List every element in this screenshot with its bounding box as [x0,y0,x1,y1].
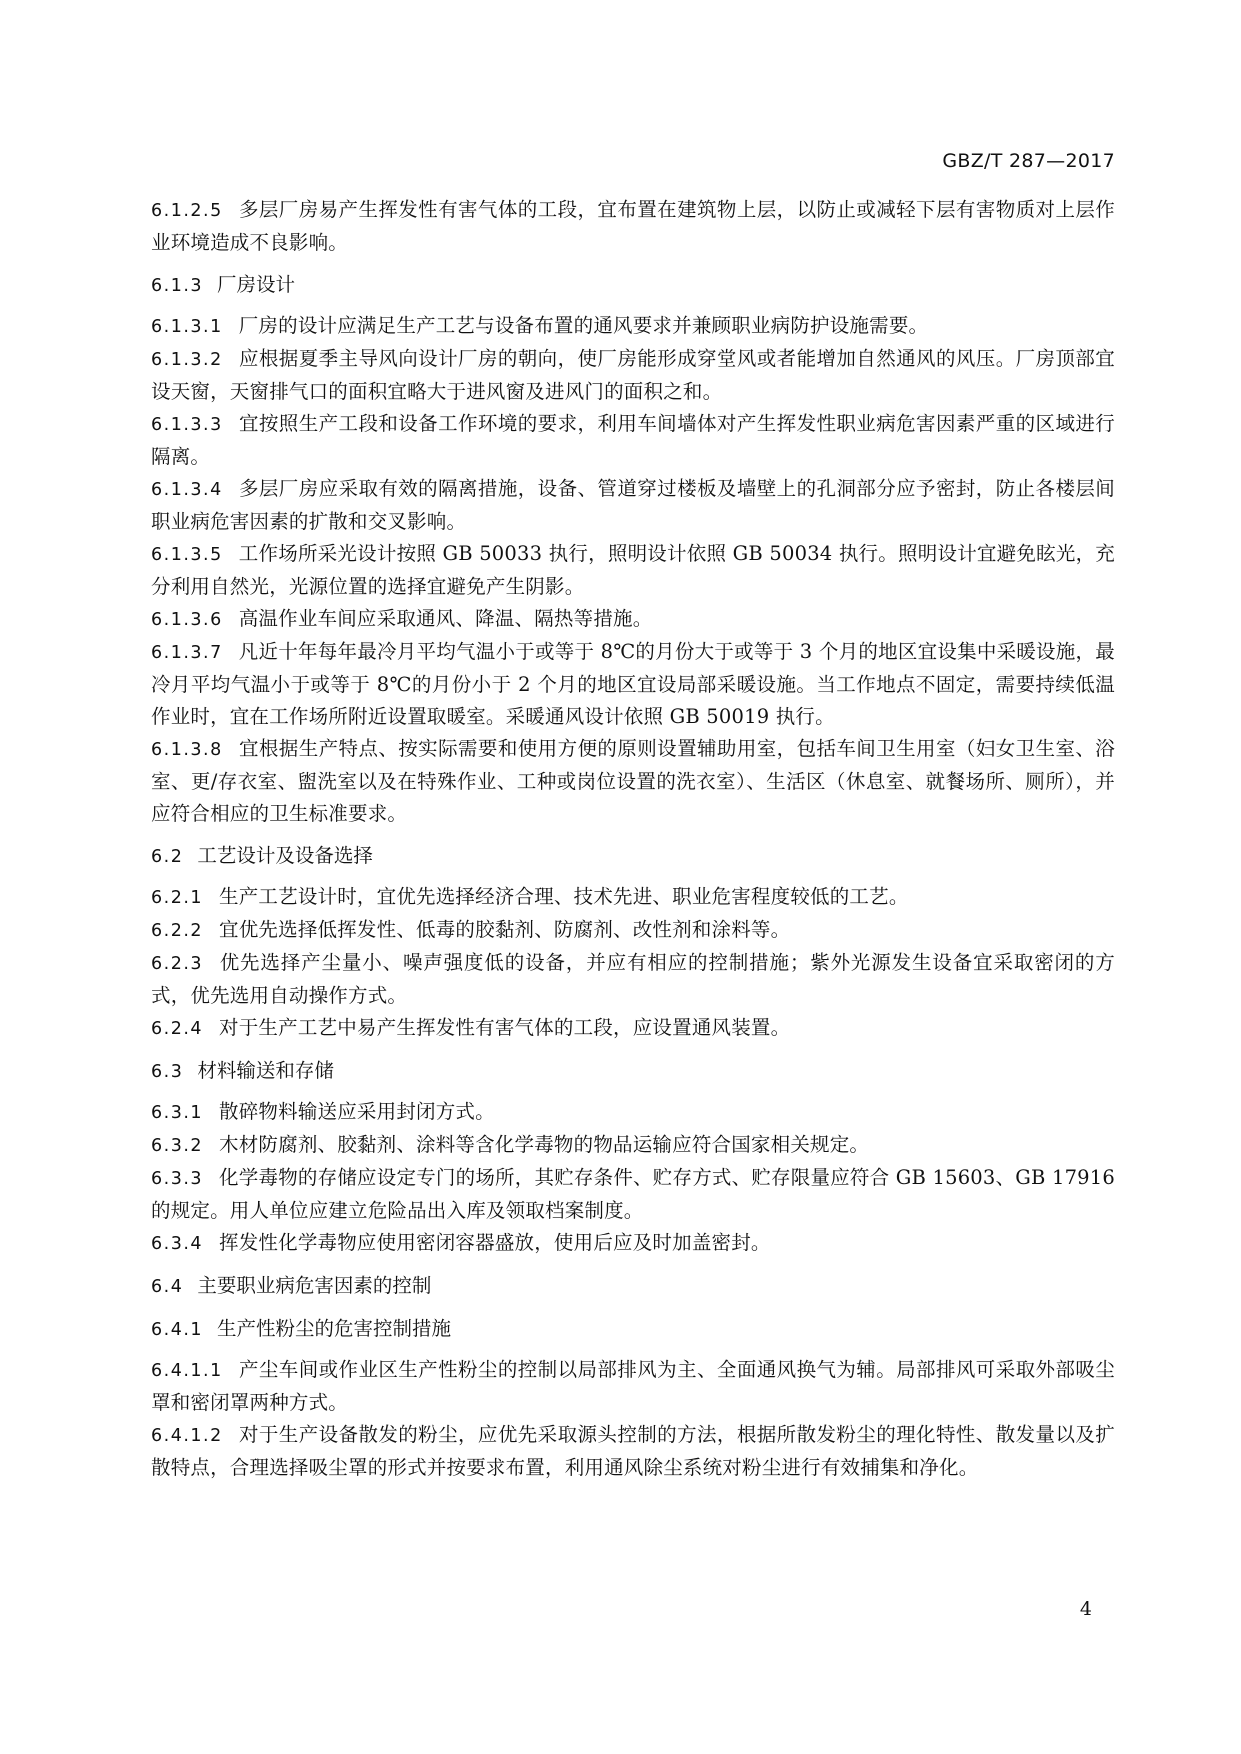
clause-6-2-1 [151,881,1115,914]
section-heading-6-3 [151,1055,1115,1088]
section-title: 材料输送和存储 [197,1059,334,1082]
clause-6-2-2 [151,914,1115,947]
section-heading-6-1-3 [151,269,1115,302]
clause-number: 6.4.1.1 [151,1361,223,1381]
clause-number: 6.1.3.3 [151,415,223,435]
clause-number: 6.1.3.8 [151,740,223,760]
clause-6-2-4 [151,1012,1115,1045]
section-title: 主要职业病危害因素的控制 [197,1274,432,1297]
clause-text: 挥发性化学毒物应使用密闭容器盛放，使用后应及时加盖密封。 [219,1231,771,1254]
section-number: 6.4.1 [151,1320,204,1340]
clause-6-3-1 [151,1096,1115,1129]
clause-text: 生产工艺设计时，宜优先选择经济合理、技术先进、职业危害程度较低的工艺。 [219,885,909,908]
section-title: 厂房设计 [217,273,296,296]
clause-text: 对于生产设备散发的粉尘，应优先采取源头控制的方法，根据所散发粉尘的理化特性、散发量以及扩散特点，合理选择吸尘罩的形式并按要求布置，利用通风除尘系统对粉尘进行有效捕集和净化。 [151,1423,1115,1479]
clause-number: 6.3.3 [151,1169,204,1189]
clause-number: 6.1.3.5 [151,545,223,565]
clause-text: 对于生产工艺中易产生挥发性有害气体的工段，应设置通风装置。 [219,1016,791,1039]
clause-6-1-3-8 [151,733,1115,830]
clause-text: 化学毒物的存储应设定专门的场所，其贮存条件、贮存方式、贮存限量应符合 GB 15603、GB 17916 的规定。用人单位应建立危险品出入库及领取档案制度。 [151,1166,1115,1222]
document-code: GBZ/T 287—2017 [942,150,1115,172]
clause-number: 6.3.4 [151,1234,204,1254]
clause-6-1-3-4 [151,473,1115,538]
section-title: 工艺设计及设备选择 [197,844,373,867]
section-heading-6-4 [151,1270,1115,1303]
clause-number: 6.1.3.7 [151,643,223,663]
clause-text: 产尘车间或作业区生产性粉尘的控制以局部排风为主、全面通风换气为辅。局部排风可采取外部吸尘罩和密闭罩两种方式。 [151,1358,1115,1414]
clause-number: 6.2.4 [151,1019,204,1039]
section-number: 6.4 [151,1277,184,1297]
section-heading-6-4-1 [151,1313,1115,1346]
clause-text: 应根据夏季主导风向设计厂房的朝向，使厂房能形成穿堂风或者能增加自然通风的风压。厂房顶部宜设天窗，天窗排气口的面积宜略大于进风窗及进风门的面积之和。 [151,347,1115,403]
clause-number: 6.2.1 [151,888,204,908]
clause-number: 6.1.3.4 [151,480,223,500]
clause-6-3-2 [151,1129,1115,1162]
clause-6-1-2-5 [151,194,1115,259]
clause-text: 木材防腐剂、胶黏剂、涂料等含化学毒物的物品运输应符合国家相关规定。 [219,1133,870,1156]
section-title: 生产性粉尘的危害控制措施 [217,1317,452,1340]
clause-6-4-1-1 [151,1354,1115,1419]
clause-text: 工作场所采光设计按照 GB 50033 执行，照明设计依照 GB 50034 执行。照明设计宜避免眩光，充分利用自然光，光源位置的选择宜避免产生阴影。 [151,542,1115,598]
clause-number: 6.3.1 [151,1103,204,1123]
clause-text: 优先选择产尘量小、噪声强度低的设备，并应有相应的控制措施；紫外光源发生设备宜采取密闭的方式，优先选用自动操作方式。 [151,951,1115,1007]
clause-number: 6.1.3.6 [151,610,223,630]
clause-6-1-3-6 [151,603,1115,636]
clause-6-3-3 [151,1162,1115,1227]
clause-text: 多层厂房应采取有效的隔离措施，设备、管道穿过楼板及墙壁上的孔洞部分应予密封，防止各楼层间职业病危害因素的扩散和交叉影响。 [151,477,1115,533]
clause-number: 6.3.2 [151,1136,204,1156]
clause-number: 6.1.3.2 [151,350,223,370]
clause-text: 宜根据生产特点、按实际需要和使用方便的原则设置辅助用室，包括车间卫生用室（妇女卫生室、浴室、更/存衣室、盥洗室以及在特殊作业、工种或岗位设置的洗衣室）、生活区（休息室、就餐场所、厕所），并应符合相应的卫生标准要求。 [151,737,1115,825]
clause-6-1-3-7 [151,636,1115,733]
clause-number: 6.2.2 [151,921,204,941]
clause-text: 宜按照生产工段和设备工作环境的要求，利用车间墙体对产生挥发性职业病危害因素严重的区域进行隔离。 [151,412,1115,468]
document-body [151,194,1115,1484]
clause-6-3-4 [151,1227,1115,1260]
clause-text: 宜优先选择低挥发性、低毒的胶黏剂、防腐剂、改性剂和涂料等。 [219,918,791,941]
clause-text: 散碎物料输送应采用封闭方式。 [219,1100,495,1123]
section-number: 6.3 [151,1062,184,1082]
clause-6-2-3 [151,947,1115,1012]
clause-number: 6.4.1.2 [151,1426,223,1446]
clause-6-1-3-1 [151,310,1115,343]
clause-number: 6.1.3.1 [151,317,223,337]
clause-text: 厂房的设计应满足生产工艺与设备布置的通风要求并兼顾职业病防护设施需要。 [238,314,929,337]
section-heading-6-2 [151,840,1115,873]
section-number: 6.1.3 [151,276,204,296]
clause-6-4-1-2 [151,1419,1115,1484]
clause-number: 6.1.2.5 [151,201,223,221]
clause-text: 凡近十年每年最冷月平均气温小于或等于 8℃的月份大于或等于 3 个月的地区宜设集中采暖设施，最冷月平均气温小于或等于 8℃的月份小于 2 个月的地区宜设局部采暖设施。当工作地点不固定，需要持续低温作业时，宜在工作场所附近设置取暖室。采暖通风设计依照 GB 50019 执行。 [151,640,1115,728]
page-number: 4 [1079,1598,1092,1620]
clause-6-1-3-3 [151,408,1115,473]
section-number: 6.2 [151,847,184,867]
clause-6-1-3-2 [151,343,1115,408]
clause-6-1-3-5 [151,538,1115,603]
clause-text: 多层厂房易产生挥发性有害气体的工段，宜布置在建筑物上层，以防止或减轻下层有害物质对上层作业环境造成不良影响。 [151,198,1115,254]
clause-number: 6.2.3 [151,954,204,974]
clause-text: 高温作业车间应采取通风、降温、隔热等措施。 [238,607,653,630]
